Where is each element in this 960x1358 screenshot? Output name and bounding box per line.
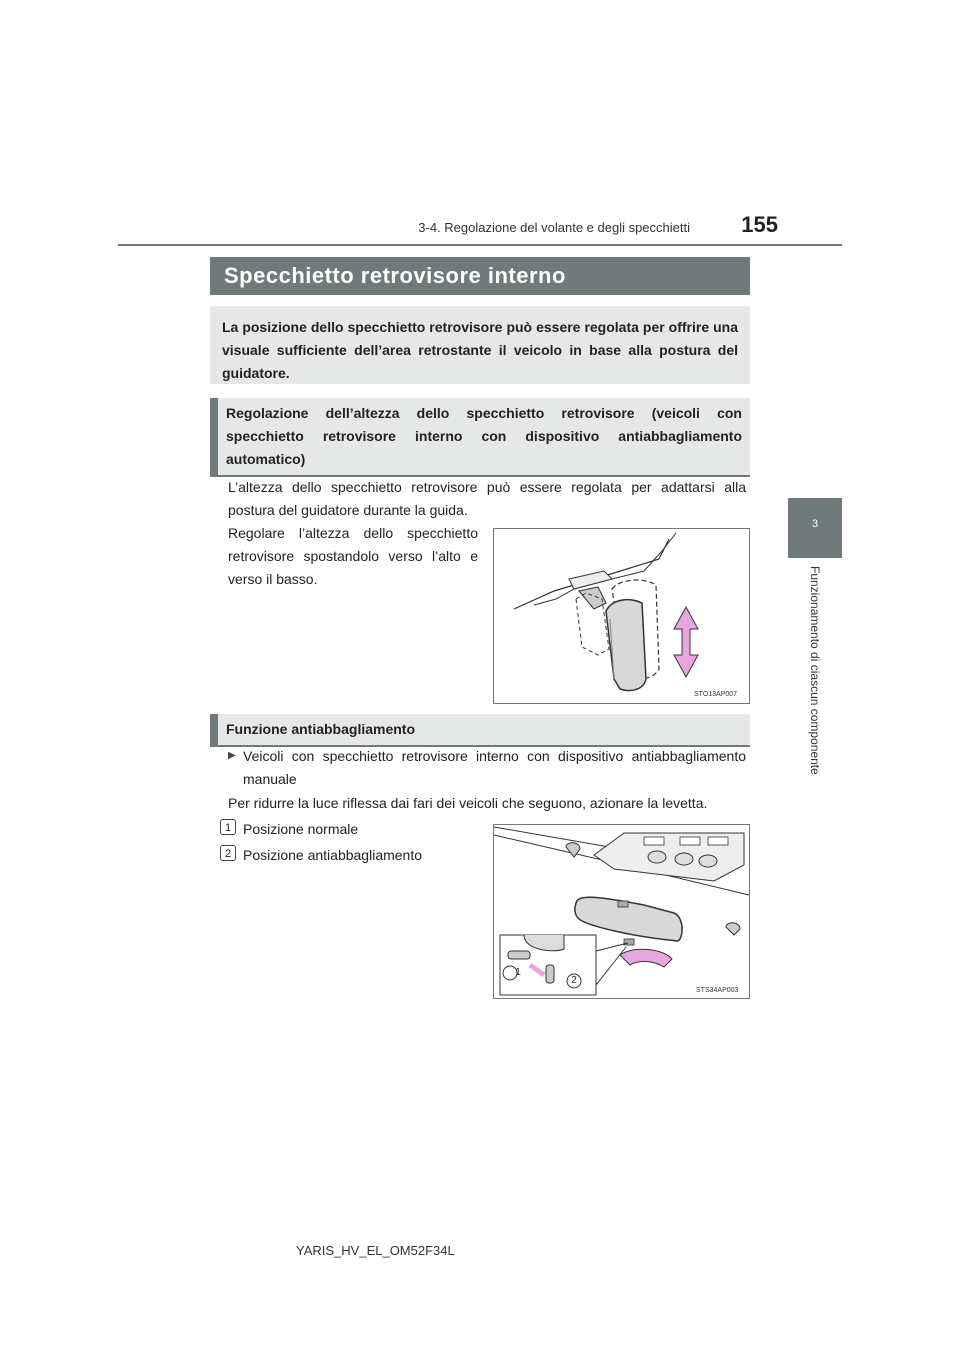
antiglare-figure xyxy=(493,824,750,999)
mirror-height-illustration xyxy=(494,529,749,703)
height-text-2: Regolare l’altezza dello specchietto retrovisore spostandolo verso l’alto e verso il basso. xyxy=(228,525,478,587)
antiglare-illustration xyxy=(494,825,749,998)
item-number-2: 2 xyxy=(220,845,236,861)
height-text-1: L’altezza dello specchietto retrovisore può essere regolata per adattarsi alla postura del guidatore durante la guida. xyxy=(228,479,746,518)
item-number-1: 1 xyxy=(220,819,236,835)
page-number: 155 xyxy=(741,212,778,237)
header-divider xyxy=(118,244,842,246)
document-code: YARIS_HV_EL_OM52F34L xyxy=(296,1243,455,1258)
callout-2: 2 xyxy=(571,975,577,986)
page-title: Specchietto retrovisore interno xyxy=(210,257,750,295)
mirror-height-figure xyxy=(493,528,750,704)
antiglare-text: Per ridurre la luce riflessa dai fari dei veicoli che seguono, azionare la levetta. xyxy=(228,795,708,811)
item-label-normal: Posizione normale xyxy=(243,821,359,837)
header-section-title: 3-4. Regolazione del volante e degli specchietti xyxy=(418,220,690,235)
bullet-triangle-icon: ▶ xyxy=(228,750,236,761)
figure-code: STS34AP003 xyxy=(696,987,739,994)
antiglare-bullet-text: Veicoli con specchietto retrovisore interno con dispositivo antiabbagliamento manuale xyxy=(243,748,746,787)
chapter-tab-label: Funzionamento di ciascun componente xyxy=(808,566,822,775)
figure-code: STO13AP007 xyxy=(694,691,738,698)
antiglare-heading: Funzione antiabbagliamento xyxy=(210,714,750,747)
chapter-tab-number: 3 xyxy=(811,518,819,530)
item-label-antiglare: Posizione antiabbagliamento xyxy=(243,847,423,863)
height-section-heading: Regolazione dell’altezza dello specchietto retrovisore (veicoli con specchietto retrovisore interno con dispositivo antiabbagliamento automatico) xyxy=(210,398,750,477)
intro-box: La posizione dello specchietto retrovisore può essere regolata per offrire una visuale sufficiente dell’area retrostante il veicolo in base alla postura del guidatore. xyxy=(210,306,750,384)
callout-1: 1 xyxy=(515,967,521,978)
